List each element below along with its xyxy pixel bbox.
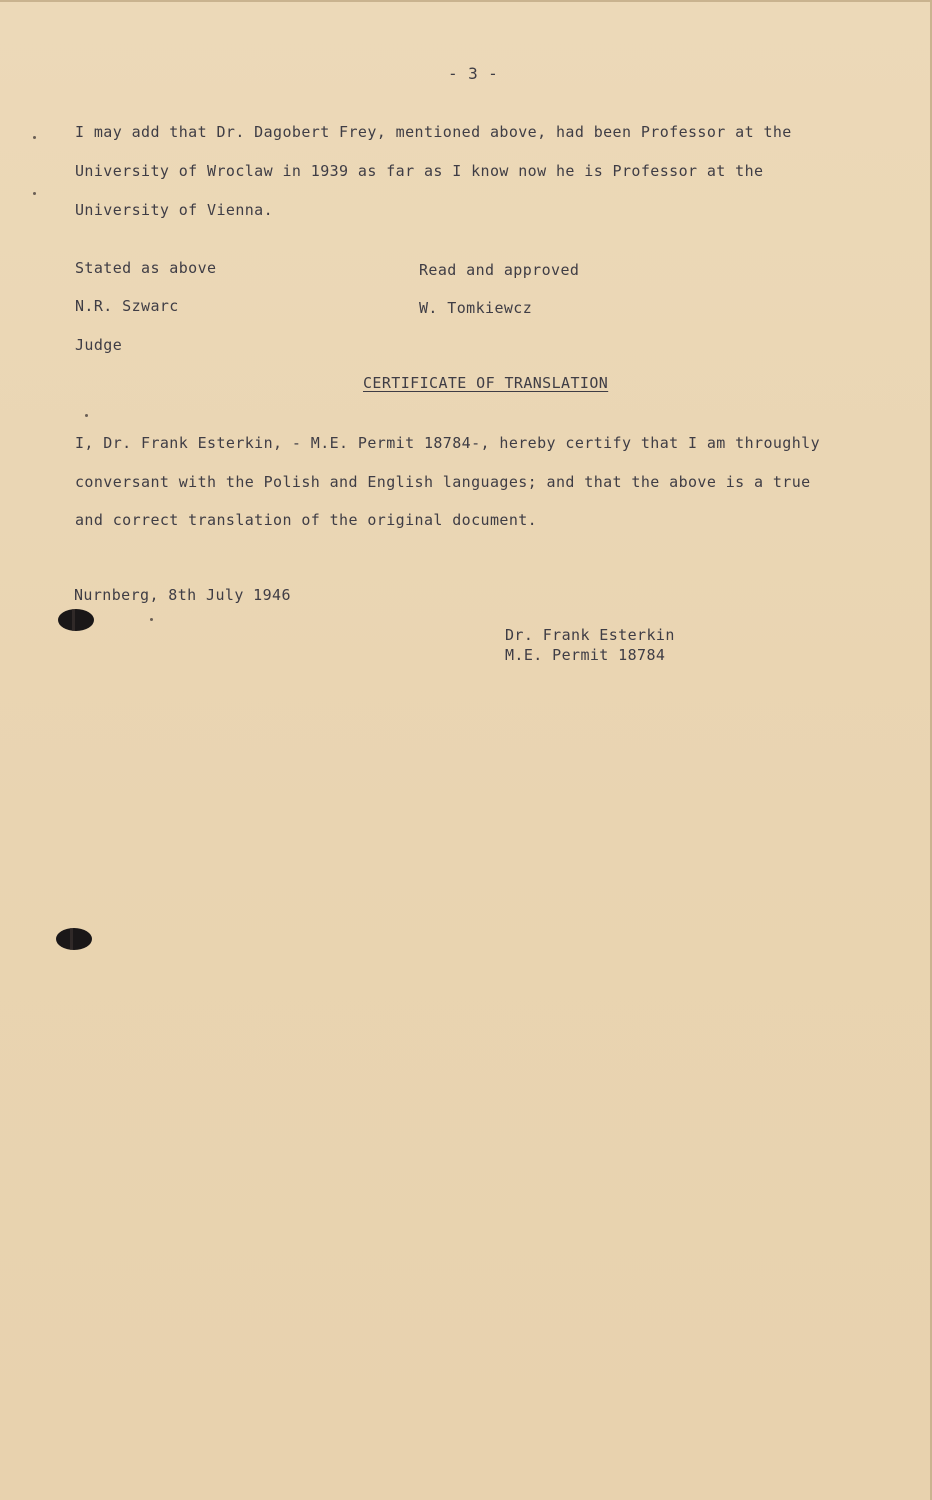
paragraph-line-1: I may add that Dr. Dagobert Frey, mentioned above, had been Professor at the <box>75 123 792 141</box>
judge-title: Judge <box>75 336 123 354</box>
paragraph-line-2: University of Wroclaw in 1939 as far as I know now he is Professor at the <box>75 162 764 180</box>
certificate-line-3: and correct translation of the original document. <box>75 511 538 529</box>
judge-name: N.R. Szwarc <box>75 297 179 315</box>
punch-hole-top <box>58 609 94 631</box>
certificate-line-1: I, Dr. Frank Esterkin, - M.E. Permit 18784-, hereby certify that I am throughly <box>75 434 821 452</box>
translator-permit: M.E. Permit 18784 <box>505 646 666 664</box>
translator-name: Dr. Frank Esterkin <box>505 626 675 644</box>
stated-as-above: Stated as above <box>75 259 217 277</box>
paper-speck <box>150 618 153 621</box>
punch-hole-bottom <box>56 928 92 950</box>
certificate-title: CERTIFICATE OF TRANSLATION <box>363 374 609 392</box>
paper-speck <box>33 192 36 195</box>
approver-name: W. Tomkiewcz <box>419 299 533 317</box>
page-number: - 3 - <box>448 64 499 83</box>
paragraph-line-3: University of Vienna. <box>75 201 274 219</box>
read-and-approved: Read and approved <box>419 261 580 279</box>
paper-speck <box>33 136 36 139</box>
paper-speck <box>85 414 88 417</box>
certificate-line-2: conversant with the Polish and English languages; and that the above is a true <box>75 473 811 491</box>
place-date: Nurnberg, 8th July 1946 <box>74 586 291 604</box>
